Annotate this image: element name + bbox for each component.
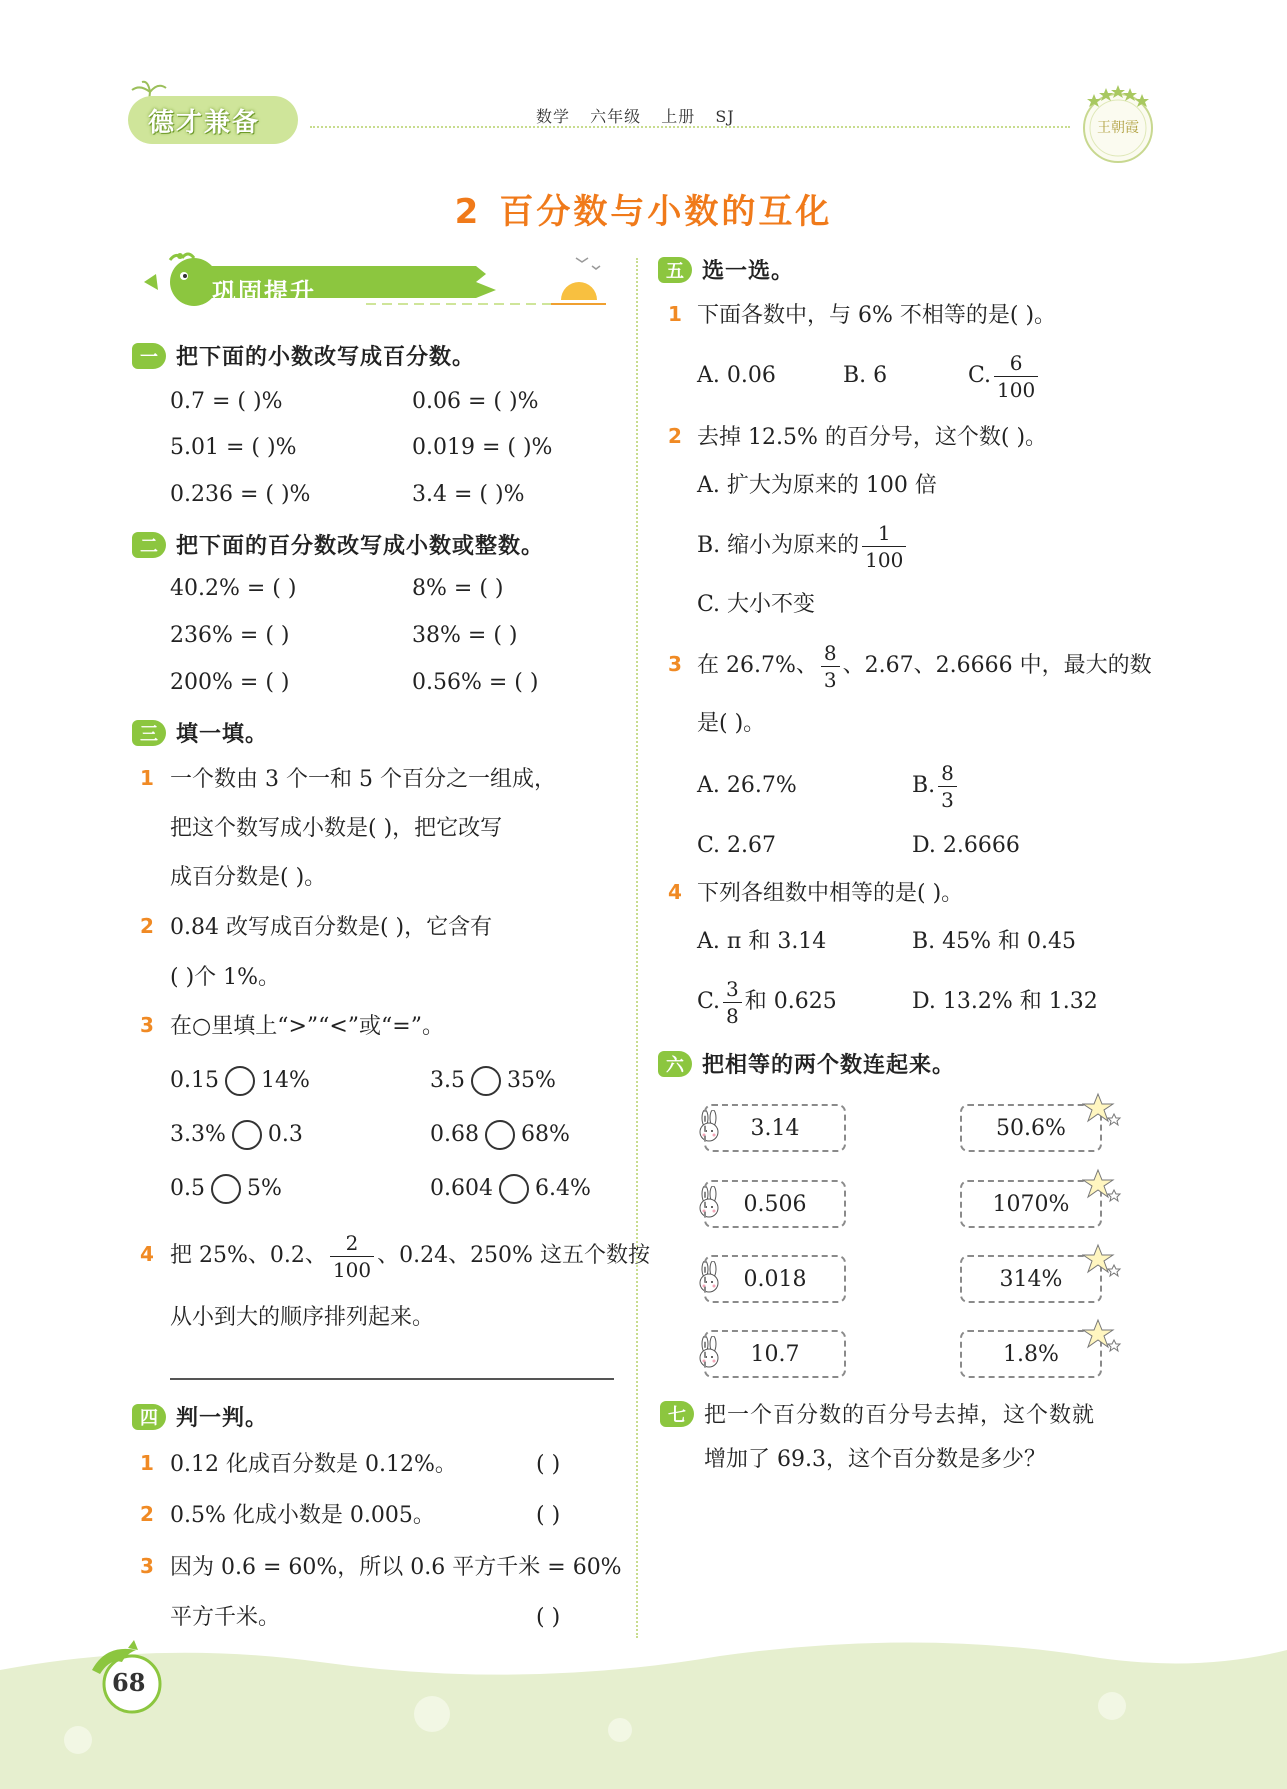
section-6-header [658, 1048, 955, 1079]
s2-item: 0.56% = ( ) [412, 670, 539, 695]
s5-q2-text: 去掉 12.5% 的百分号，这个数( )。 [697, 425, 1048, 450]
section-5-header [658, 254, 794, 285]
section-4-title: 判一判。 [176, 1406, 269, 1431]
option-b[interactable]: B. 45% 和 0.45 [912, 929, 1077, 954]
option-d[interactable]: D. 2.6666 [912, 833, 1020, 858]
s1-item: 5.01 = ( )% [170, 435, 297, 460]
star-icon [1082, 1243, 1122, 1283]
question-number: 4 [668, 880, 682, 904]
star-icon [1082, 1092, 1122, 1132]
compare-circle[interactable] [485, 1120, 515, 1150]
footer-wave [0, 1610, 1287, 1789]
compare-item: 0.604 6.4% [430, 1174, 591, 1204]
fraction: $\frac{2}{100}$ [330, 1233, 374, 1280]
question-number: 3 [140, 1554, 154, 1578]
judge-item-text: 平方千米。 [170, 1605, 281, 1630]
option-b[interactable]: B. 缩小为原来的 $\frac{1}{100}$ [697, 518, 909, 574]
s3-q2-line: ( )个 1%。 [170, 965, 281, 990]
column-divider [636, 258, 638, 1638]
lesson-title: 百分数与小数的互化 [499, 192, 833, 232]
section-3-header [132, 717, 268, 748]
s3-q3-text: 在○里填上“>”“<”或“=”。 [170, 1014, 444, 1039]
judge-answer-paren[interactable]: ( ) [536, 1503, 561, 1528]
s2-item: 200% = ( ) [170, 670, 290, 695]
match-right-box[interactable]: 314% [960, 1255, 1102, 1303]
brand-text: 德才兼备 [148, 108, 261, 138]
s3-q1-line: 一个数由 3 个一和 5 个百分之一组成， [170, 767, 556, 792]
section-6-badge: 六 [658, 1051, 692, 1077]
compare-item: 0.5 5% [170, 1174, 282, 1204]
option-b[interactable]: B. 6 [843, 363, 888, 388]
section-3-badge: 三 [132, 720, 166, 746]
section-3-title: 填一填。 [176, 722, 269, 747]
header-edition: SJ [715, 107, 735, 126]
compare-item: 3.5 35% [430, 1066, 556, 1096]
section-5-title: 选一选。 [702, 259, 795, 284]
answer-line[interactable] [170, 1378, 614, 1380]
s5-q3-line: 是( )。 [697, 711, 766, 736]
s1-item: 0.019 = ( )% [412, 435, 553, 460]
header-grade: 六年级 [590, 107, 642, 126]
question-number: 3 [668, 652, 682, 676]
judge-item-text: 0.12 化成百分数是 0.12%。 [170, 1452, 457, 1477]
option-c[interactable]: C. $\frac{3}{8}$ 和 0.625 [697, 976, 837, 1028]
s3-q1-line: 把这个数写成小数是( )，把它改写 [170, 816, 503, 841]
s5-q4-text: 下列各组数中相等的是( )。 [697, 881, 964, 906]
section-7-badge: 七 [660, 1401, 694, 1427]
s1-item: 3.4 = ( )% [412, 482, 525, 507]
section-2-badge: 二 [132, 532, 166, 558]
section-4-header [132, 1401, 268, 1432]
option-a[interactable]: A. π 和 3.14 [697, 929, 827, 954]
brand-logo [128, 90, 298, 150]
s3-q4-line: 把 25%、0.2、 $\frac{2}{100}$ 、0.24、250% 这五个数按 [170, 1230, 650, 1282]
question-number: 2 [140, 914, 154, 938]
s3-q4-line: 从小到大的顺序排列起来。 [170, 1305, 435, 1330]
s2-item: 40.2% = ( ) [170, 576, 297, 601]
compare-circle[interactable] [232, 1120, 262, 1150]
section-6-title: 把相等的两个数连起来。 [702, 1053, 956, 1078]
section-5-badge: 五 [658, 257, 692, 283]
s1-item: 0.7 = ( )% [170, 389, 283, 414]
compare-circle[interactable] [225, 1066, 255, 1096]
fraction: $\frac{8}{3}$ [821, 643, 840, 690]
compare-circle[interactable] [211, 1174, 241, 1204]
match-right-box[interactable]: 1.8% [960, 1330, 1102, 1378]
section-7-line: 增加了 69.3，这个百分数是多少？ [704, 1447, 1046, 1472]
header-volume: 上册 [661, 107, 696, 126]
fraction: $\frac{1}{100}$ [862, 523, 906, 570]
section-4-badge: 四 [132, 1404, 166, 1430]
section-7-line: 把一个百分数的百分号去掉，这个数就 [704, 1403, 1096, 1428]
section-1-title: 把下面的小数改写成百分数。 [176, 345, 476, 370]
match-left-box[interactable]: 3.14 [704, 1104, 846, 1152]
question-number: 4 [140, 1242, 154, 1266]
compare-circle[interactable] [471, 1066, 501, 1096]
s5-q3-line: 在 26.7%、 $\frac{8}{3}$ 、2.67、2.6666 中，最大的数 [697, 640, 1152, 692]
s1-item: 0.236 = ( )% [170, 482, 311, 507]
question-number: 1 [140, 766, 154, 790]
match-left-box[interactable]: 10.7 [704, 1330, 846, 1378]
header-subject: 数学 [536, 107, 571, 126]
section-2-title: 把下面的百分数改写成小数或整数。 [176, 534, 545, 559]
section-2-header [132, 529, 544, 560]
match-right-box[interactable]: 50.6% [960, 1104, 1102, 1152]
compare-circle[interactable] [499, 1174, 529, 1204]
banner-title: 巩固提升 [212, 278, 316, 306]
section-7-header [660, 1398, 1095, 1429]
section-1-badge: 一 [132, 343, 166, 369]
judge-answer-paren[interactable]: ( ) [536, 1452, 561, 1477]
lesson-number: 2 [454, 192, 482, 232]
question-number: 1 [140, 1451, 154, 1475]
author-seal-icon [1076, 82, 1160, 166]
s5-q1-text: 下面各数中，与 6% 不相等的是( )。 [697, 303, 1057, 328]
compare-item: 3.3% 0.3 [170, 1120, 303, 1150]
star-icon [1082, 1318, 1122, 1358]
option-d[interactable]: D. 13.2% 和 1.32 [912, 989, 1098, 1014]
question-number: 1 [668, 302, 682, 326]
compare-item: 0.68 68% [430, 1120, 570, 1150]
section-banner [136, 252, 616, 310]
compare-item: 0.15 14% [170, 1066, 310, 1096]
option-a[interactable]: A. 0.06 [697, 363, 776, 388]
fraction: $\frac{3}{8}$ [723, 979, 742, 1026]
question-number: 2 [668, 424, 682, 448]
s2-item: 38% = ( ) [412, 623, 518, 648]
fraction: $\frac{8}{3}$ [938, 763, 957, 810]
header-info [536, 104, 749, 127]
option-a[interactable]: A. 扩大为原来的 100 倍 [697, 473, 937, 498]
option-c[interactable]: C. $\frac{6}{100}$ [968, 348, 1041, 404]
s2-item: 236% = ( ) [170, 623, 290, 648]
section-1-header [132, 340, 475, 371]
page-title [0, 184, 1287, 233]
option-b[interactable]: B. $\frac{8}{3}$ [912, 758, 960, 814]
judge-answer-paren[interactable]: ( ) [536, 1605, 561, 1630]
judge-item-text: 0.5% 化成小数是 0.005。 [170, 1503, 435, 1528]
s3-q1-line: 成百分数是( )。 [170, 865, 327, 890]
s1-item: 0.06 = ( )% [412, 389, 539, 414]
fraction: $\frac{6}{100}$ [994, 353, 1038, 400]
match-left-box[interactable]: 0.506 [704, 1180, 846, 1228]
star-icon [1082, 1168, 1122, 1208]
match-right-box[interactable]: 1070% [960, 1180, 1102, 1228]
judge-item-text: 因为 0.6 = 60%，所以 0.6 平方千米 = 60% [170, 1555, 622, 1580]
option-c[interactable]: C. 大小不变 [697, 592, 816, 617]
question-number: 2 [140, 1502, 154, 1526]
svg-text:王朝霞: 王朝霞 [1097, 120, 1139, 136]
page-number: 68 [112, 1668, 146, 1697]
match-left-box[interactable]: 0.018 [704, 1255, 846, 1303]
option-c[interactable]: C. 2.67 [697, 833, 777, 858]
question-number: 3 [140, 1013, 154, 1037]
option-a[interactable]: A. 26.7% [697, 773, 797, 798]
s3-q2-line: 0.84 改写成百分数是( )，它含有 [170, 915, 493, 940]
s2-item: 8% = ( ) [412, 576, 504, 601]
